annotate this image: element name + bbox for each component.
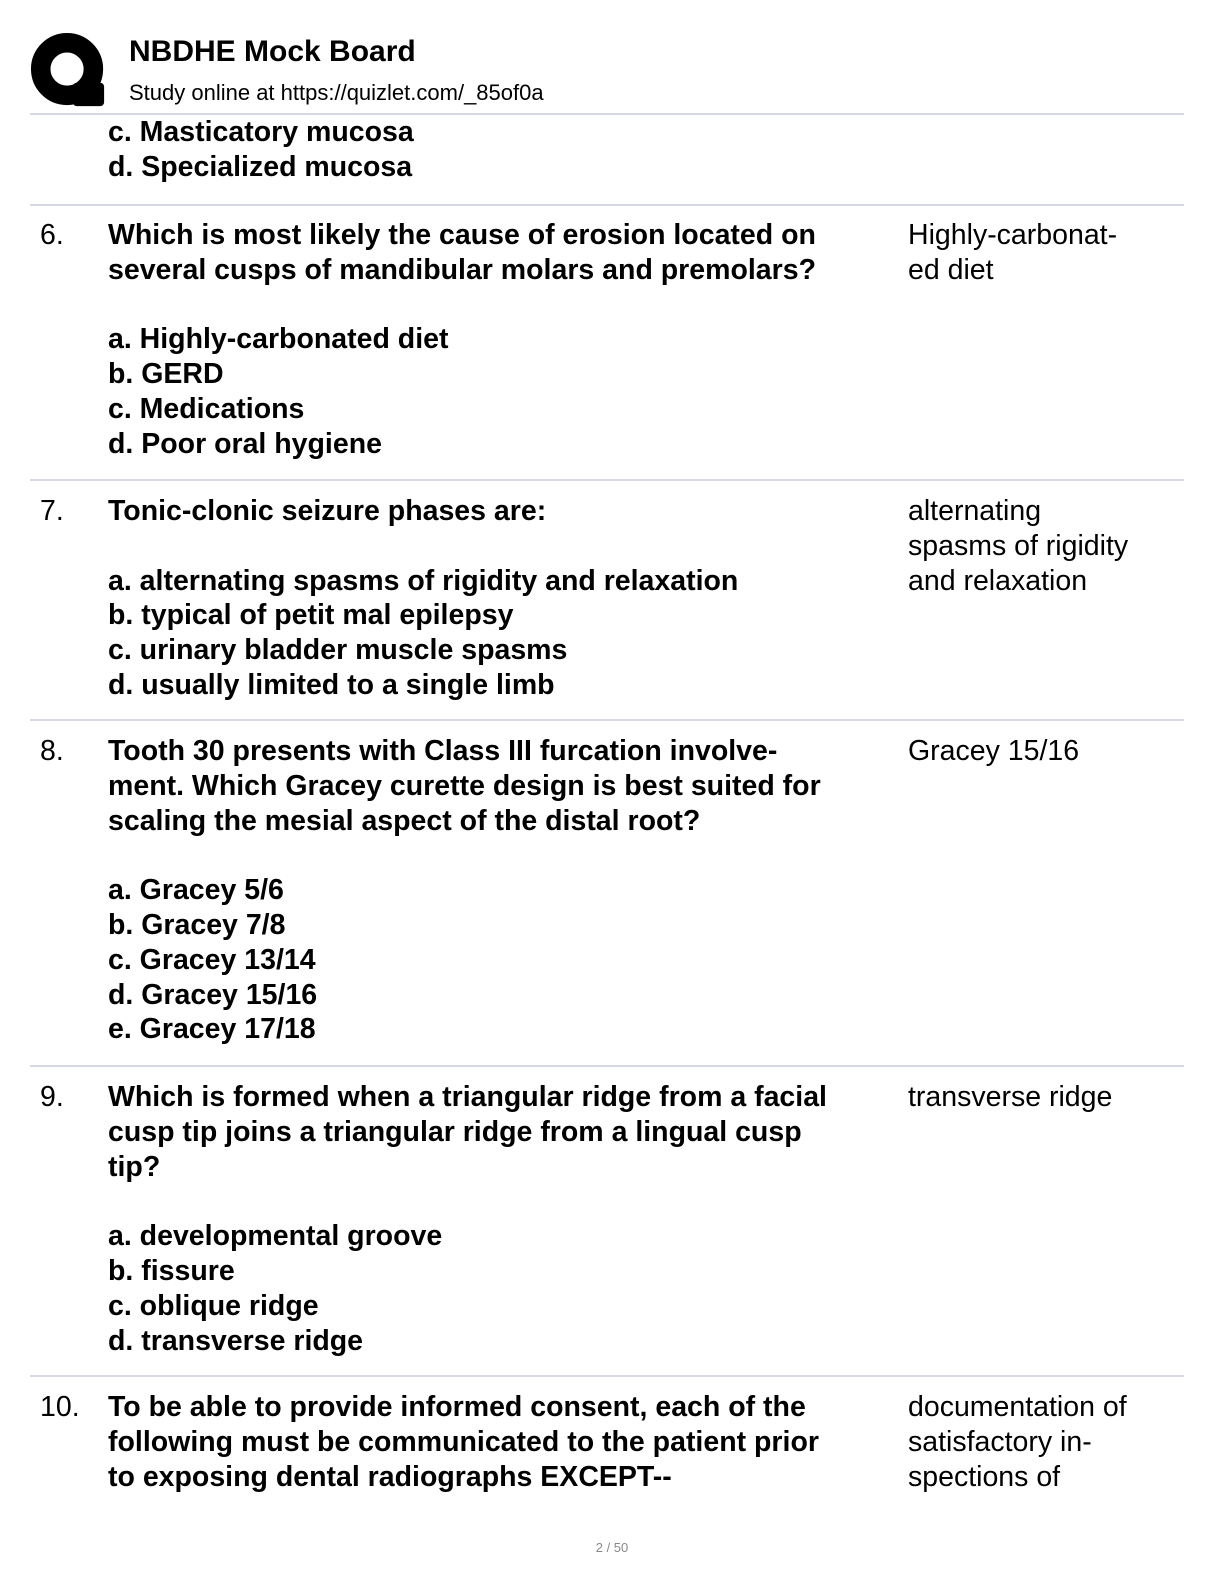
- option: d. Specialized mucosa: [108, 150, 413, 183]
- option: c. Medications: [108, 392, 305, 425]
- option: e. Gracey 17/18: [108, 1013, 316, 1046]
- study-url[interactable]: Study online at https://quizlet.com/_85of0a: [129, 80, 544, 105]
- option: a. alternating spasms of rigidity and relaxation: [108, 564, 739, 597]
- option: d. transverse ridge: [108, 1324, 364, 1357]
- option: c. urinary bladder muscle spasms: [108, 634, 568, 667]
- question-number: 9.: [40, 1081, 64, 1113]
- answer-options: [108, 1219, 908, 1358]
- question-text: Tooth 30 presents with Class III furcation involve- ment. Which Gracey curette design is best suited for scaling the mesial aspect of the distal root? a. Gracey 5/6 b. Gracey 7/8 c. Gracey 13/14 d. Gracey 15/16 e. Gracey 17/18: [108, 734, 908, 1047]
- answer-text: Highly-carbonat- ed diet: [908, 219, 1118, 286]
- question-number: 7.: [40, 495, 64, 527]
- divider: [30, 1375, 1184, 1377]
- answer-options: [108, 873, 908, 1047]
- option: b. GERD: [108, 358, 224, 391]
- option: d. usually limited to a single limb: [108, 668, 555, 701]
- question-number: 10.: [40, 1391, 80, 1423]
- divider: [30, 204, 1184, 206]
- question-number: 8.: [40, 735, 64, 767]
- page-header: [30, 28, 1184, 114]
- option: b. fissure: [108, 1254, 235, 1287]
- option: a. Gracey 5/6: [108, 874, 284, 907]
- question-text: Which is most likely the cause of erosion located on several cusps of mandibular molars and premolars? a. Highly-carbonated diet b. GERD c. Medications d. Poor oral hygiene: [108, 218, 908, 462]
- answer-options: [108, 322, 908, 461]
- option: d. Gracey 15/16: [108, 978, 318, 1011]
- option: d. Poor oral hygiene: [108, 427, 382, 460]
- divider: [30, 1065, 1184, 1067]
- divider: [30, 719, 1184, 721]
- option: c. Masticatory mucosa: [108, 116, 414, 148]
- answer-text: transverse ridge: [908, 1081, 1113, 1113]
- option: a. Highly-carbonated diet: [108, 323, 449, 356]
- answer-text: alternating spasms of rigidity and relaxation: [908, 495, 1129, 597]
- answer-text: Gracey 15/16: [908, 735, 1080, 767]
- question-number: 6.: [40, 219, 64, 251]
- question-text: Which is formed when a triangular ridge from a facial cusp tip joins a triangular ridge from a lingual cusp tip? a. developmental groove b. fissure c. oblique ridge d. transverse ridge: [108, 1080, 908, 1358]
- option: b. typical of petit mal epilepsy: [108, 599, 514, 632]
- answer-options: [108, 564, 908, 703]
- continued-options: [108, 115, 414, 185]
- deck-title: NBDHE Mock Board: [129, 35, 416, 68]
- question-text: To be able to provide informed consent, each of the following must be communicated to the patient prior to exposing dental radiographs EXCEPT--: [108, 1391, 819, 1493]
- answer-text: documentation of satisfactory in- spections of: [908, 1391, 1127, 1493]
- page-indicator: 2 / 50: [595, 1540, 629, 1555]
- option: b. Gracey 7/8: [108, 908, 286, 941]
- question-text: Tonic-clonic seizure phases are: a. alternating spasms of rigidity and relaxation b. typical of petit mal epilepsy c. urinary bladder muscle spasms d. usually limited to a single limb: [108, 494, 908, 703]
- quizlet-logo-icon: [30, 32, 108, 110]
- option: c. oblique ridge: [108, 1289, 319, 1322]
- option: c. Gracey 13/14: [108, 943, 316, 976]
- divider: [30, 479, 1184, 481]
- option: a. developmental groove: [108, 1220, 443, 1253]
